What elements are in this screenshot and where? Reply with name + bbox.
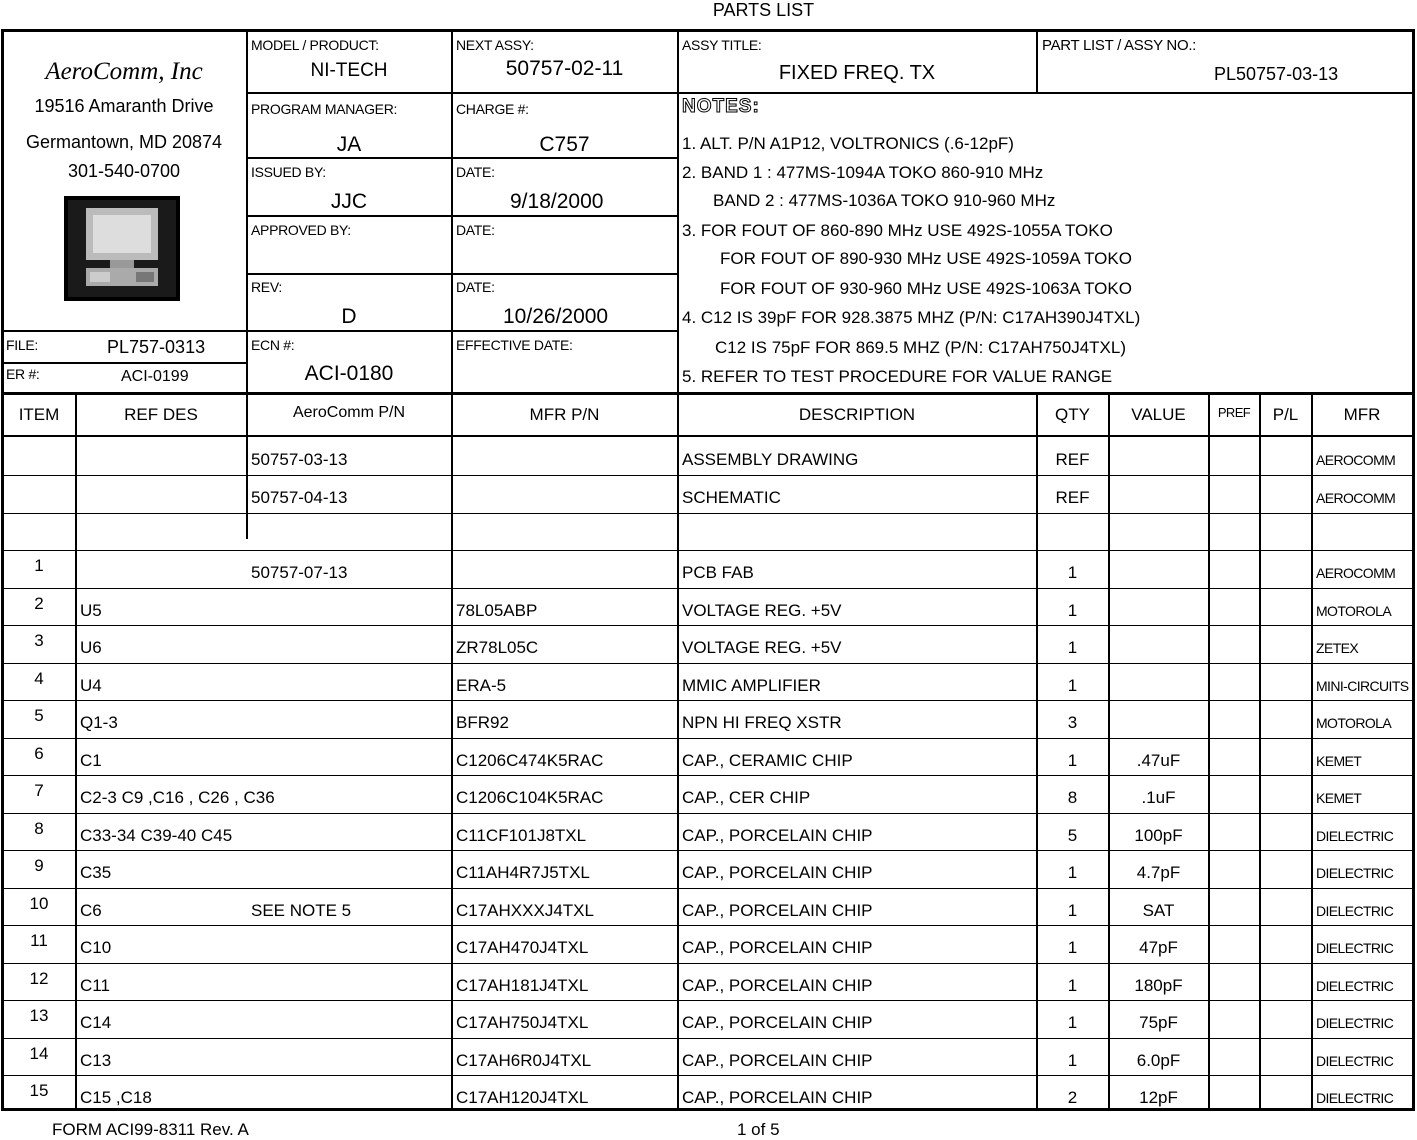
mfr-cell: DIELECTRIC	[1316, 1090, 1394, 1106]
qty-cell: 1	[1067, 901, 1078, 920]
description-cell: CAP., PORCELAIN CHIP	[682, 1051, 873, 1070]
item-cell: 8	[34, 819, 44, 838]
ref-des-cell: C6	[80, 901, 102, 920]
mfr-pn-cell: C11CF101J8TXL	[456, 826, 587, 845]
description-cell: CAP., CER CHIP	[682, 788, 811, 807]
mfr-cell: MOTOROLA	[1316, 603, 1392, 619]
description-cell: VOLTAGE REG. +5V	[682, 638, 842, 657]
company-name: AeroComm, Inc	[45, 58, 203, 85]
ref-des-cell: C11	[80, 976, 110, 995]
col-ref-des: REF DES	[124, 405, 198, 424]
qty-cell: 1	[1067, 1013, 1078, 1032]
date-rev-label: DATE:	[456, 279, 495, 295]
mfr-pn-cell: C11AH4R7J5TXL	[456, 863, 590, 882]
program-manager-label: PROGRAM MANAGER:	[251, 101, 398, 117]
table-row	[0, 664, 1417, 701]
mfr-pn-cell: 78L05ABP	[456, 601, 538, 620]
table-row	[0, 476, 1417, 513]
col-qty: QTY	[1055, 405, 1090, 424]
col-mfr: MFR	[1343, 405, 1381, 424]
description-cell: CAP., PORCELAIN CHIP	[682, 826, 873, 845]
description-cell: CAP., CERAMIC CHIP	[682, 751, 853, 770]
computer-icon	[64, 196, 180, 301]
assy-title-value: FIXED FREQ. TX	[778, 62, 936, 84]
value-cell: 4.7pF	[1136, 863, 1181, 882]
ecn-label: ECN #:	[251, 337, 295, 353]
charge-value: C757	[539, 133, 590, 156]
description-cell: CAP., PORCELAIN CHIP	[682, 863, 873, 882]
col-item: ITEM	[18, 405, 60, 424]
description-cell: CAP., PORCELAIN CHIP	[682, 976, 873, 995]
qty-cell: REF	[1055, 450, 1090, 469]
table-row	[0, 1039, 1417, 1076]
qty-cell: 1	[1067, 638, 1078, 657]
description-cell: MMIC AMPLIFIER	[682, 676, 821, 695]
model-label: MODEL / PRODUCT:	[251, 37, 379, 53]
company-address-2: Germantown, MD 20874	[25, 132, 223, 152]
mfr-pn-cell: C17AH6R0J4TXL	[456, 1051, 592, 1070]
col-description: DESCRIPTION	[798, 405, 916, 424]
item-cell: 7	[34, 781, 44, 800]
rev-value: D	[341, 305, 357, 328]
page-number: 1 of 5	[737, 1120, 780, 1139]
ref-des-cell: U5	[80, 601, 102, 620]
table-row	[0, 438, 1417, 475]
table-row	[0, 626, 1417, 663]
item-cell: 13	[29, 1006, 49, 1025]
description-cell: ASSEMBLY DRAWING	[682, 450, 859, 469]
ref-des-cell: Q1-3	[80, 713, 118, 732]
part-list-value: PL50757-03-13	[1214, 64, 1339, 84]
col-value: VALUE	[1131, 405, 1186, 424]
mfr-cell: DIELECTRIC	[1316, 865, 1394, 881]
table-row	[0, 964, 1417, 1001]
next-assy-value: 50757-02-11	[505, 57, 624, 80]
date-issued-value: 9/18/2000	[510, 190, 604, 213]
value-cell: .1uF	[1141, 788, 1176, 807]
item-cell: 10	[29, 894, 49, 913]
note-line: C12 IS 75pF FOR 869.5 MHZ (P/N: C17AH750J4TXL)	[715, 338, 1126, 357]
description-cell: VOLTAGE REG. +5V	[682, 601, 842, 620]
table-row	[0, 889, 1417, 926]
description-cell: SCHEMATIC	[682, 488, 781, 507]
issued-by-value: JJC	[330, 190, 368, 213]
page-title: PARTS LIST	[712, 0, 815, 20]
mfr-pn-cell: C17AH120J4TXL	[456, 1088, 589, 1107]
model-value: NI-TECH	[310, 60, 388, 81]
value-cell: 180pF	[1134, 976, 1183, 995]
note-line: 3. FOR FOUT OF 860-890 MHz USE 492S-1055A TOKO	[682, 221, 1113, 240]
item-cell: 3	[34, 631, 44, 650]
er-value: ACI-0199	[121, 368, 189, 385]
qty-cell: 5	[1067, 826, 1078, 845]
col-mfr-pn: MFR P/N	[529, 405, 600, 424]
value-cell: .47uF	[1136, 751, 1181, 770]
qty-cell: 1	[1067, 751, 1078, 770]
qty-cell: 1	[1067, 976, 1078, 995]
col-aerocomm-pn: AeroComm P/N	[292, 404, 406, 421]
aerocomm-pn-cell: SEE NOTE 5	[251, 901, 352, 920]
qty-cell: 1	[1067, 863, 1078, 882]
mfr-cell: AEROCOMM	[1316, 452, 1396, 468]
table-row	[0, 776, 1417, 813]
mfr-cell: DIELECTRIC	[1316, 940, 1394, 956]
aerocomm-pn-cell: 50757-03-13	[251, 450, 348, 469]
company-address-1: 19516 Amaranth Drive	[34, 96, 214, 116]
mfr-cell: DIELECTRIC	[1316, 1015, 1394, 1031]
er-label: ER #:	[6, 366, 40, 382]
aerocomm-pn-cell: 50757-04-13	[251, 488, 348, 507]
mfr-pn-cell: BFR92	[456, 713, 509, 732]
date-approved-label: DATE:	[456, 222, 495, 238]
aerocomm-pn-cell: 50757-07-13	[251, 563, 348, 582]
qty-cell: 2	[1067, 1088, 1078, 1107]
charge-label: CHARGE #:	[456, 101, 529, 117]
issued-by-label: ISSUED BY:	[251, 164, 326, 180]
effective-date-label: EFFECTIVE DATE:	[456, 337, 573, 353]
col-pref: PREF	[1217, 405, 1251, 420]
value-cell: 47pF	[1139, 938, 1178, 957]
note-line: 4. C12 IS 39pF FOR 928.3875 MHZ (P/N: C17AH390J4TXL)	[682, 308, 1141, 327]
ref-des-cell: C2-3 C9 ,C16 , C26 , C36	[80, 788, 275, 807]
mfr-cell: MOTOROLA	[1316, 715, 1392, 731]
value-cell: SAT	[1142, 901, 1175, 920]
ref-des-cell: C1	[80, 751, 102, 770]
qty-cell: REF	[1055, 488, 1090, 507]
value-cell: 6.0pF	[1136, 1051, 1181, 1070]
company-phone: 301-540-0700	[67, 161, 181, 181]
note-line: FOR FOUT OF 930-960 MHz USE 492S-1063A TOKO	[720, 279, 1132, 298]
ref-des-cell: C13	[80, 1051, 112, 1070]
table-row	[0, 1076, 1417, 1113]
ref-des-cell: U4	[80, 676, 102, 695]
mfr-cell: KEMET	[1316, 790, 1362, 806]
approved-by-label: APPROVED BY:	[251, 222, 351, 238]
table-row	[0, 851, 1417, 888]
table-row	[0, 589, 1417, 626]
item-cell: 6	[34, 744, 44, 763]
table-row	[0, 739, 1417, 776]
item-cell: 11	[30, 931, 48, 950]
mfr-pn-cell: C1206C104K5RAC	[456, 788, 604, 807]
mfr-cell: DIELECTRIC	[1316, 1053, 1394, 1069]
note-line: BAND 2 : 477MS-1036A TOKO 910-960 MHz	[713, 191, 1056, 210]
assy-title-label: ASSY TITLE:	[682, 37, 762, 53]
qty-cell: 3	[1067, 713, 1078, 732]
description-cell: CAP., PORCELAIN CHIP	[682, 1088, 873, 1107]
rev-label: REV:	[251, 279, 282, 295]
file-label: FILE:	[6, 337, 38, 353]
program-manager-value: JA	[336, 133, 362, 156]
ref-des-cell: C15 ,C18	[80, 1088, 152, 1107]
mfr-pn-cell: ERA-5	[456, 676, 507, 695]
mfr-cell: DIELECTRIC	[1316, 828, 1394, 844]
note-line: FOR FOUT OF 890-930 MHz USE 492S-1059A TOKO	[720, 249, 1132, 268]
description-cell: CAP., PORCELAIN CHIP	[682, 901, 873, 920]
item-cell: 2	[34, 594, 44, 613]
table-row	[0, 1001, 1417, 1038]
description-cell: NPN HI FREQ XSTR	[682, 713, 842, 732]
table-row	[0, 926, 1417, 963]
mfr-cell: DIELECTRIC	[1316, 903, 1394, 919]
mfr-pn-cell: ZR78L05C	[456, 638, 539, 657]
ecn-value: ACI-0180	[304, 362, 394, 385]
file-value: PL757-0313	[107, 337, 206, 357]
ref-des-cell: C33-34 C39-40 C45	[80, 826, 233, 845]
note-line: 5. REFER TO TEST PROCEDURE FOR VALUE RANGE	[682, 367, 1113, 386]
mfr-cell: AEROCOMM	[1316, 565, 1396, 581]
item-cell: 14	[29, 1044, 49, 1063]
mfr-cell: ZETEX	[1316, 640, 1359, 656]
mfr-pn-cell: C17AH750J4TXL	[456, 1013, 589, 1032]
ref-des-cell: C10	[80, 938, 112, 957]
mfr-pn-cell: C1206C474K5RAC	[456, 751, 604, 770]
description-cell: CAP., PORCELAIN CHIP	[682, 938, 873, 957]
ref-des-cell: C35	[80, 863, 112, 882]
next-assy-label: NEXT ASSY:	[456, 37, 534, 53]
value-cell: 100pF	[1134, 826, 1183, 845]
part-list-label: PART LIST / ASSY NO.:	[1042, 37, 1197, 54]
value-cell: 12pF	[1139, 1088, 1178, 1107]
item-cell: 15	[29, 1081, 49, 1100]
qty-cell: 1	[1067, 676, 1078, 695]
item-cell: 9	[34, 856, 44, 875]
date-rev-value: 10/26/2000	[503, 305, 609, 328]
mfr-pn-cell: C17AHXXXJ4TXL	[456, 901, 594, 920]
mfr-cell: DIELECTRIC	[1316, 978, 1394, 994]
mfr-pn-cell: C17AH181J4TXL	[456, 976, 589, 995]
table-row	[0, 701, 1417, 738]
qty-cell: 1	[1067, 938, 1078, 957]
qty-cell: 1	[1067, 1051, 1078, 1070]
mfr-cell: AEROCOMM	[1316, 490, 1396, 506]
qty-cell: 1	[1067, 601, 1078, 620]
description-cell: CAP., PORCELAIN CHIP	[682, 1013, 873, 1032]
note-line: 2. BAND 1 : 477MS-1094A TOKO 860-910 MHz	[682, 163, 1044, 182]
mfr-pn-cell: C17AH470J4TXL	[456, 938, 589, 957]
description-cell: PCB FAB	[682, 563, 754, 582]
form-number: FORM ACI99-8311 Rev. A	[52, 1120, 249, 1139]
value-cell: 75pF	[1139, 1013, 1178, 1032]
item-cell: 4	[34, 669, 44, 688]
table-row	[0, 514, 1417, 551]
qty-cell: 8	[1067, 788, 1078, 807]
mfr-cell: KEMET	[1316, 753, 1362, 769]
ref-des-cell: U6	[80, 638, 102, 657]
note-line: 1. ALT. P/N A1P12, VOLTRONICS (.6-12pF)	[682, 134, 1014, 153]
item-cell: 5	[34, 706, 44, 725]
table-row	[0, 551, 1417, 588]
ref-des-cell: C14	[80, 1013, 112, 1032]
item-cell: 1	[34, 556, 44, 575]
mfr-cell: MINI-CIRCUITS	[1316, 678, 1409, 694]
date-issued-label: DATE:	[456, 164, 495, 180]
qty-cell: 1	[1067, 563, 1078, 582]
table-row	[0, 814, 1417, 851]
notes-heading: NOTES:	[682, 96, 760, 117]
col-pl: P/L	[1272, 405, 1299, 424]
item-cell: 12	[29, 969, 49, 988]
